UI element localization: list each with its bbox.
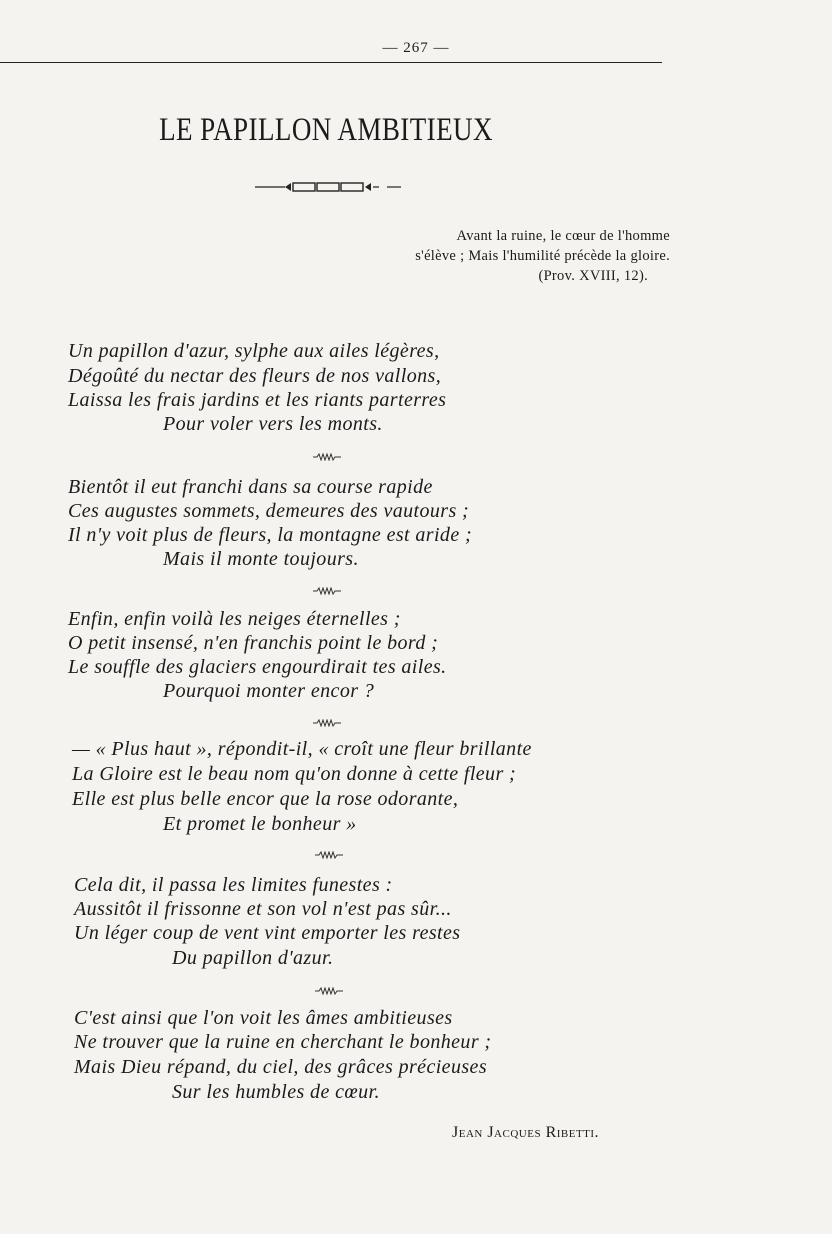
verse-line: Le souffle des glaciers engourdirait tes ailes. (68, 656, 447, 678)
verse-line: Aussitôt il frissonne et son vol n'est pas sûr... (74, 898, 452, 920)
verse-line: Dégoûté du nectar des fleurs de nos vallons, (68, 365, 442, 387)
epigraph-reference: (Prov. XVIII, 12). (538, 268, 648, 284)
verse-line: Ne trouver que la ruine en cherchant le bonheur ; (74, 1031, 492, 1053)
verse-line: Elle est plus belle encor que la rose odorante, (72, 788, 459, 810)
verse-line: Laissa les frais jardins et les riants parterres (68, 389, 447, 411)
author-signature: Jean Jacques Ribetti. (452, 1124, 600, 1141)
stanza-separator (314, 851, 344, 859)
verse-line: Et promet le bonheur » (163, 813, 357, 835)
verse-line: O petit insensé, n'en franchis point le bord ; (68, 632, 439, 654)
verse-line: La Gloire est le beau nom qu'on donne à cette fleur ; (72, 763, 517, 785)
verse-line: Il n'y voit plus de fleurs, la montagne est aride ; (68, 524, 473, 546)
verse-line: Bientôt il eut franchi dans sa course rapide (68, 476, 433, 498)
stanza-separator (312, 719, 342, 727)
page-number: — 267 — (382, 40, 450, 56)
verse-line: Pour voler vers les monts. (163, 413, 383, 435)
verse-line: Un léger coup de vent vint emporter les restes (74, 922, 461, 944)
ornament-divider (255, 180, 405, 194)
verse-line: Sur les humbles de cœur. (172, 1081, 380, 1103)
verse-line: Cela dit, il passa les limites funestes : (74, 874, 393, 896)
stanza-separator (312, 587, 342, 595)
verse-line: — « Plus haut », répondit-il, « croît une fleur brillante (72, 738, 532, 760)
verse-line: Pourquoi monter encor ? (163, 680, 375, 702)
epigraph-line: Avant la ruine, le cœur de l'homme (456, 228, 670, 244)
stanza-separator (312, 453, 342, 461)
verse-line: Mais il monte toujours. (163, 548, 359, 570)
epigraph (330, 226, 670, 286)
poem-title: LE PAPILLON AMBITIEUX (159, 112, 493, 148)
verse-line: Ces augustes sommets, demeures des vautours ; (68, 500, 470, 522)
verse-line: C'est ainsi que l'on voit les âmes ambitieuses (74, 1007, 453, 1029)
verse-line: Du papillon d'azur. (172, 947, 334, 969)
header-rule (0, 62, 662, 63)
verse-line: Un papillon d'azur, sylphe aux ailes légères, (68, 340, 440, 362)
verse-line: Mais Dieu répand, du ciel, des grâces précieuses (74, 1056, 487, 1078)
epigraph-line: s'élève ; Mais l'humilité précède la gloire. (415, 248, 670, 264)
stanza-separator (314, 987, 344, 995)
verse-line: Enfin, enfin voilà les neiges éternelles ; (68, 608, 401, 630)
